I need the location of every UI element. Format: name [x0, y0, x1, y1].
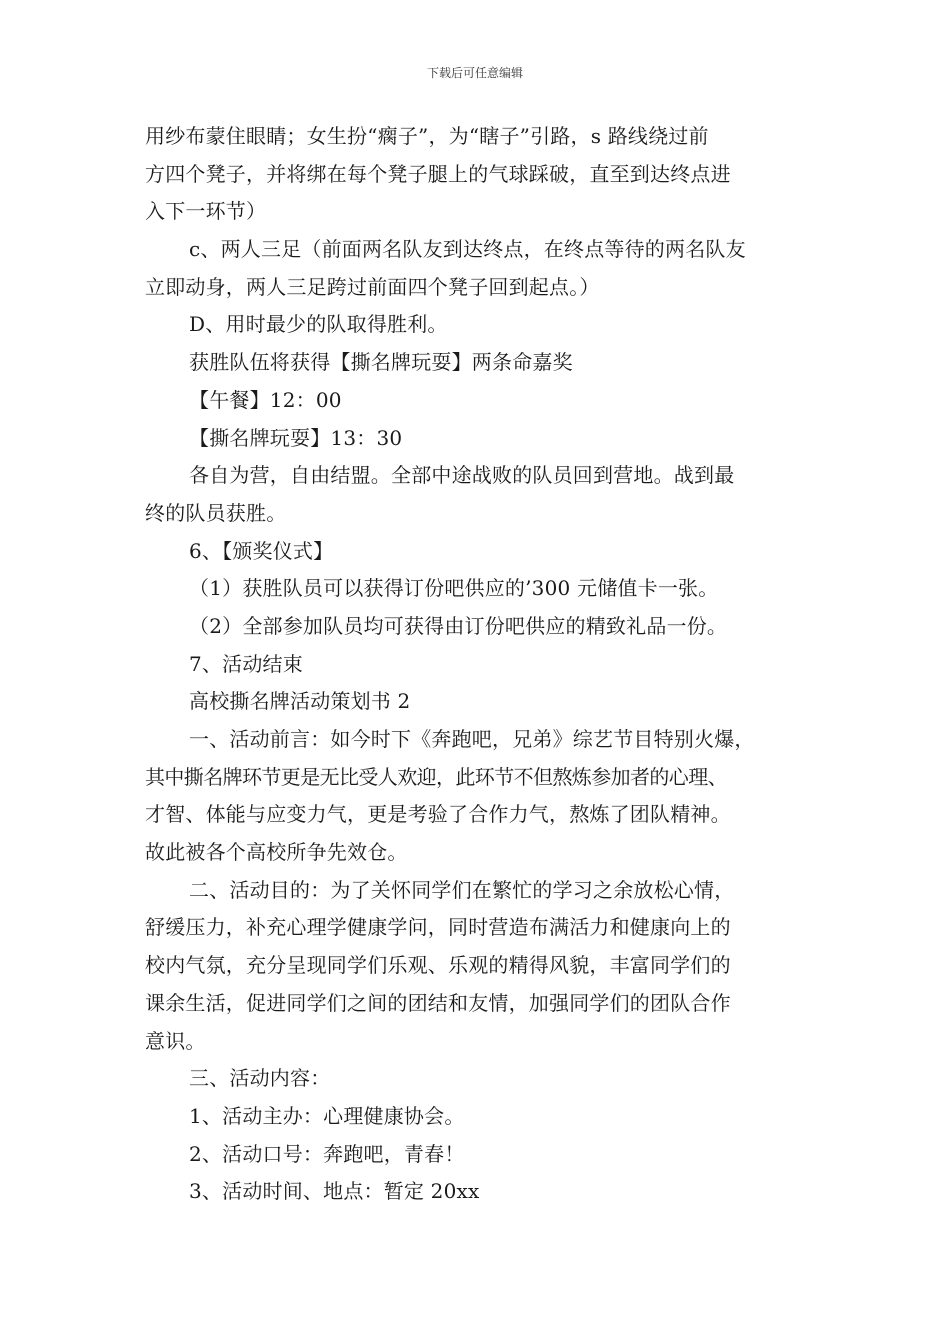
paragraph-line: 【午餐】12：00 — [189, 387, 342, 412]
paragraph-line: 获胜队伍将获得【撕名牌玩耍】两条命嘉奖 — [189, 350, 573, 375]
paragraph-line: 【撕名牌玩耍】13：30 — [189, 425, 403, 450]
paragraph-line: 立即动身，两人三足跨过前面四个凳子回到起点。） — [145, 274, 600, 299]
paragraph-line: 其中撕名牌环节更是无比受人欢迎，此环节不但熬炼参加者的心理、 — [145, 764, 727, 789]
paragraph-line: 故此被各个高校所争先效仓。 — [145, 840, 408, 865]
paragraph-line: 1、活动主办：心理健康协会。 — [189, 1103, 465, 1128]
section-title: 高校撕名牌活动策划书 2 — [189, 689, 411, 714]
paragraph-line: 6、【颁奖仪式】 — [189, 538, 334, 563]
paragraph-line: 用纱布蒙住眼睛；女生扮“瘸子”，为“瞎子”引路，s 路线绕过前 — [145, 124, 709, 148]
paragraph-line: 入下一环节） — [145, 199, 267, 224]
paragraph-line: 2、活动口号：奔跑吧，青春！ — [189, 1141, 465, 1166]
page-header: 下载后可任意编辑 — [426, 66, 523, 80]
paragraph-line: c、两人三足（前面两名队友到达终点，在终点等待的两名队友 — [189, 237, 746, 262]
paragraph-line: 意识。 — [145, 1028, 206, 1053]
document-body — [145, 118, 815, 1211]
paragraph-line: 方四个凳子，并将绑在每个凳子腿上的气球踩破，直至到达终点进 — [145, 161, 731, 186]
paragraph-line: 校内气氛，充分呈现同学们乐观、乐观的精得风貌，丰富同学们的 — [145, 953, 731, 978]
paragraph-line: D、用时最少的队取得胜利。 — [189, 312, 448, 337]
paragraph-line: （1）获胜队员可以获得订份吧供应的’300 元储值卡一张。 — [189, 576, 719, 601]
paragraph-line: 各自为营，自由结盟。全部中途战败的队员回到营地。战到最 — [189, 463, 735, 488]
paragraph-line: 一、活动前言：如今时下《奔跑吧，兄弟》综艺节目特别火爆， — [189, 727, 755, 751]
paragraph-line: 才智、体能与应变力气，更是考验了合作力气，熬炼了团队精神。 — [145, 802, 731, 827]
paragraph-line: 三、活动内容： — [189, 1066, 331, 1091]
paragraph-line: 舒缓压力，补充心理学健康学问，同时营造布满活力和健康向上的 — [145, 915, 731, 940]
paragraph-line: 二、活动目的：为了关怀同学们在繁忙的学习之余放松心情， — [189, 877, 735, 902]
paragraph-line: 7、活动结束 — [189, 651, 303, 676]
paragraph-line: 3、活动时间、地点：暂定 20xx — [189, 1179, 480, 1204]
paragraph-line: （2）全部参加队员均可获得由订份吧供应的精致礼品一份。 — [189, 613, 728, 638]
paragraph-line: 课余生活，促进同学们之间的团结和友情，加强同学们的团队合作 — [145, 990, 731, 1015]
paragraph-line: 终的队员获胜。 — [145, 500, 287, 525]
